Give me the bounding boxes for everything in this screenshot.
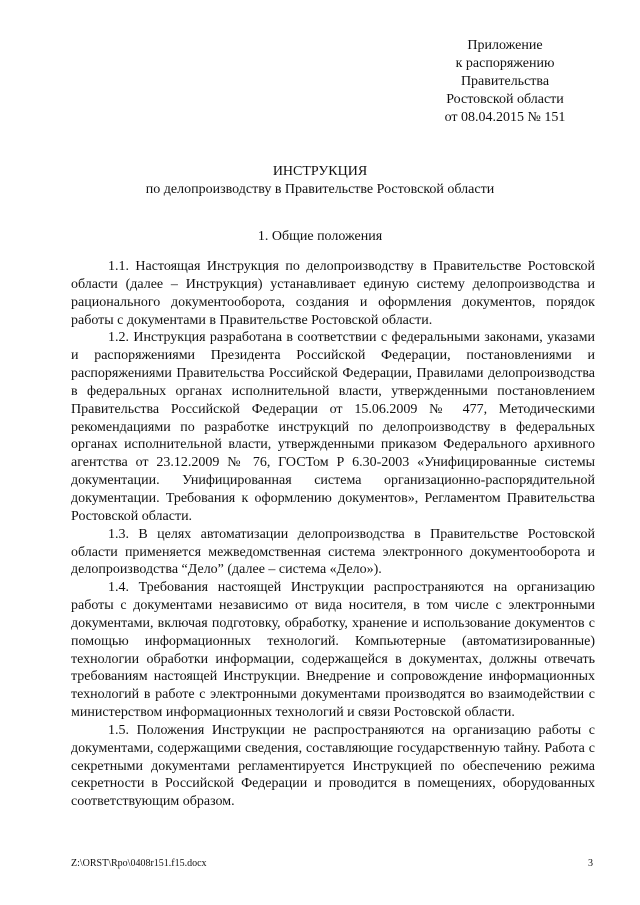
appendix-line: к распоряжению [455, 56, 555, 71]
paragraph-1-4: 1.4. Требования настоящей Инструкции распространяются на организацию работы с документами независимо от вида носителя, в том числе с электронными документами, включая подготовку, обработку, хранение и использование документов с помощью информационных технологий. Компьютерные (автоматизированные) технологии обработки информации, содержащейся в документах, должны отвечать требованиям настоящей Инструкции. Внедрение и сопровождение информационных технологий в работе с электронными документами производятся во взаимодействии с министерством информационных технологий и связи Ростовской области. [71, 580, 595, 721]
appendix-line: Правительства [460, 74, 550, 89]
paragraph-1-2: 1.2. Инструкция разработана в соответствии с федеральными законами, указами и распоряжениями Президента Российской Федерации, постановлениями и распоряжениями Правительства Российской Федерации, Правилами делопроизводства в федеральных органах исполнительной власти, утвержденными постановлением Правительства Российской Федерации от 15.06.2009 № 477, Методическими рекомендациями по разработке инструкций по делопроизводству в федеральных органах исполнительной власти, утвержденными приказом Федерального архивного агентства от 23.12.2009 № 76, ГОСТом Р 6.30-2003 «Унифицированные системы документации. Унифицированная система организационно-распорядительной документации. Требования к оформлению документов», Регламентом Правительства Ростовской области. [71, 330, 595, 524]
paragraph-1-5: 1.5. Положения Инструкции не распространяются на организацию работы с документами, содержащими сведения, составляющие государственную тайну. Работа с секретными документами регламентируется Инструкцией по обеспечению режима секретности в Российской Федерации и проводится в помещениях, оборудованных соответствующим образом. [71, 722, 595, 810]
title-subtitle: по делопроизводству в Правительстве Ростовской области [145, 182, 495, 197]
document-title [0, 163, 640, 199]
body-text [71, 258, 595, 811]
paragraph-1-3: 1.3. В целях автоматизации делопроизводства в Правительстве Ростовской области применяется межведомственная система электронного документооборота и делопроизводства “Дело” (далее – система «Дело»). [71, 526, 595, 578]
appendix-block [405, 37, 605, 127]
appendix-line: от 08.04.2015 № 151 [444, 110, 566, 125]
paragraph-1-1: 1.1. Настоящая Инструкция по делопроизводству в Правительстве Ростовской области (далее – Инструкция) устанавливает единую систему делопроизводства и рационального документооборота, создания и оформления документов, порядок работы с документами в Правительстве Ростовской области. [71, 259, 595, 328]
title-main: ИНСТРУКЦИЯ [272, 164, 368, 179]
section-heading: 1. Общие положения [257, 229, 383, 244]
appendix-line: Ростовской области [446, 92, 564, 107]
footer-page-number: 3 [588, 858, 593, 869]
footer-file-path: Z:\ORST\Rpo\0408r151.f15.docx [71, 858, 207, 869]
appendix-line: Приложение [467, 38, 543, 53]
